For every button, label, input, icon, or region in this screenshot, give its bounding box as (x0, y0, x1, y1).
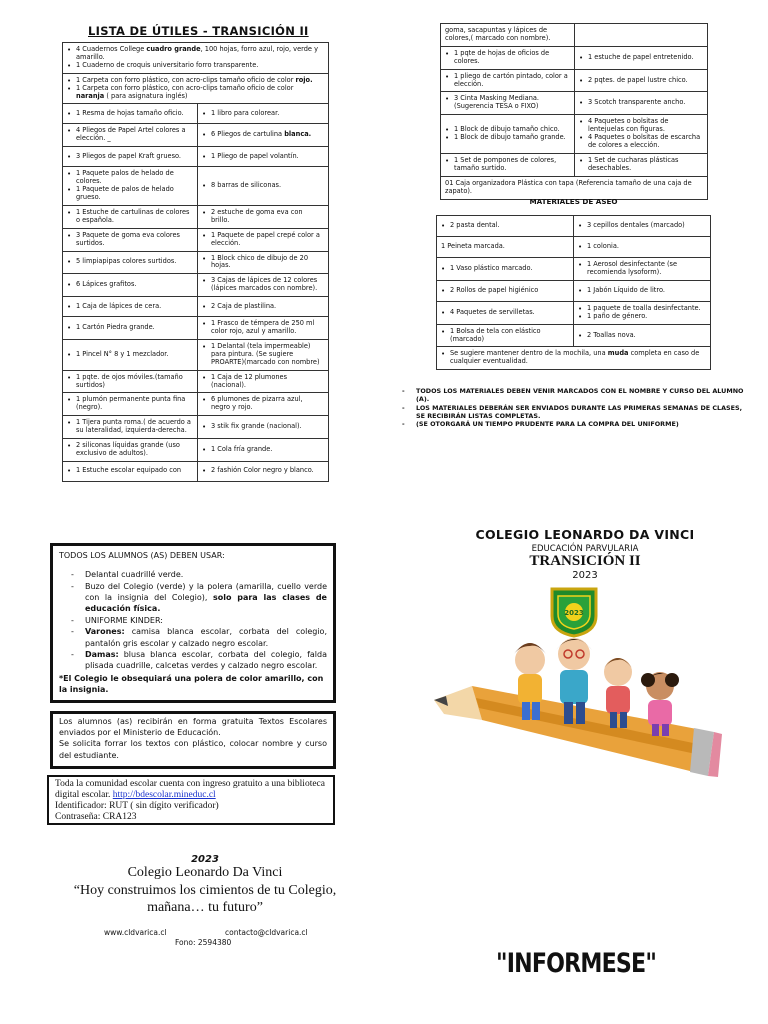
table-cell (198, 167, 329, 206)
table-cell (575, 24, 708, 47)
table-row (63, 147, 329, 167)
table-cell (63, 339, 198, 370)
left-list (62, 42, 328, 482)
table-cell (198, 370, 329, 393)
uniform-item (59, 649, 327, 672)
table-cell (441, 115, 575, 154)
list-item (578, 222, 705, 230)
uniform-footer: *El Colegio le obsequiará una polera de color amarillo, con la insignia. (59, 673, 324, 694)
list-item (67, 419, 192, 435)
list-item (441, 287, 568, 295)
footer-motto-1: “Hoy construimos los cimientos de tu Colegio, (73, 883, 337, 898)
item-text: 1 Estuche escolar equipado con (76, 466, 182, 475)
table-cell (198, 251, 329, 274)
list-item (67, 396, 192, 412)
table-cell (63, 104, 198, 124)
list-item (202, 303, 323, 311)
item-text: 3 Cinta Masking Mediana. (Sugerencia TESA o FIXO) (454, 94, 540, 111)
table-row (441, 153, 708, 176)
table-row (441, 69, 708, 92)
item-emphasis: rojo. (295, 75, 313, 84)
textos-p2: Se solicita forrar los textos con plástico, colocar nombre y curso del estudiante. (59, 739, 327, 760)
children-on-pencil-illustration (432, 628, 722, 782)
table-cell (574, 216, 711, 237)
table-cell (63, 73, 329, 104)
list-item (202, 446, 323, 454)
item-text: 1 Estuche de cartulinas de colores o española. (76, 207, 190, 224)
table-cell (63, 167, 198, 206)
item-text: 6 Pliegos de cartulina (211, 130, 285, 139)
item-text: 1 Frasco de témpera de 250 ml color rojo, azul y amarillo. (211, 319, 315, 336)
table-row (437, 258, 711, 281)
list-item (202, 110, 323, 118)
list-item (67, 170, 192, 186)
item-text: 2 pasta dental. (450, 221, 500, 230)
table-row (63, 274, 329, 297)
table-cell (198, 147, 329, 167)
list-item (578, 287, 705, 295)
item-text: , 100 hojas, forro azul, rojo, verde y amarillo. (76, 45, 318, 61)
table-row (437, 347, 711, 370)
uniform-item-emphasis: Varones: (85, 627, 125, 637)
item-text: 1 Tijera punta roma.( de acuerdo a su lateralidad, izquierda-derecha. (76, 418, 191, 435)
table-cell (574, 301, 711, 324)
table-row (441, 46, 708, 69)
table-cell (575, 46, 708, 69)
note-item: - LOS MATERIALES DEBERÁN SER ENVIADOS DURANTE LAS PRIMERAS SEMANAS DE CLASES, SE RECIBIRÁN LISTAS COMPLETAS. (402, 404, 744, 421)
item-text: 1 Caja de lápices de cera. (76, 301, 162, 310)
list-item (445, 95, 569, 111)
list-item (202, 374, 323, 390)
item-text: 2 Rollos de papel higiénico (450, 285, 539, 294)
table-row (63, 297, 329, 317)
table-cell (575, 153, 708, 176)
item-emphasis: naranja (76, 91, 105, 100)
list-item (202, 320, 323, 336)
uniform-item-text: camisa blanca escolar, corbata del colegio, pantalón gris escolar y calzado negro escolar. (85, 627, 327, 648)
table-cell (63, 370, 198, 393)
item-text: 1 Cola fría grande. (211, 445, 273, 454)
list-item (67, 324, 192, 332)
item-text: 3 stik fix grande (nacional). (211, 422, 302, 431)
cover-year: 2023 (572, 570, 598, 581)
footer-year: 2023 (191, 854, 219, 865)
table-cell (198, 205, 329, 228)
uniform-item (59, 569, 327, 580)
table-row (63, 104, 329, 124)
list-item (67, 258, 192, 266)
table-row (63, 317, 329, 340)
list-item (441, 243, 568, 251)
table-row (63, 43, 329, 74)
item-text: 6 plumones de pizarra azul, negro y rojo. (211, 395, 303, 412)
list-item (579, 157, 702, 173)
biblioteca-box (47, 775, 335, 825)
item-text: 1 Aerosol desinfectante (se recomienda lysoform). (587, 260, 678, 276)
item-emphasis: blanca. (284, 130, 312, 139)
item-text: 1 Paquete de papel crepé color a elección. (211, 230, 320, 247)
table-cell (63, 205, 198, 228)
list-item (67, 127, 192, 143)
informese-banner: "INFORMESE" (496, 948, 657, 979)
biblioteca-password: Contraseña: CRA123 (55, 811, 137, 822)
uniform-list (59, 569, 327, 671)
note-item: - (SE OTORGARÁ UN TIEMPO PRUDENTE PARA LA COMPRA DEL UNIFORME) (402, 420, 744, 428)
table-row (437, 301, 711, 324)
table-cell (441, 92, 575, 115)
item-text: ( para asignatura inglés) (104, 91, 188, 100)
item-text: 4 Paquetes o bolsitas de lentejuelas con figuras. (588, 117, 669, 134)
table-row (437, 237, 711, 258)
table-row (441, 24, 708, 47)
table-row (63, 439, 329, 462)
table-cell (437, 324, 574, 347)
item-text: 1 colonia. (587, 242, 619, 251)
table-cell (63, 43, 329, 74)
table-cell (437, 216, 574, 237)
table-cell (63, 393, 198, 416)
list-item (445, 73, 569, 89)
footer-school: Colegio Leonardo Da Vinci (127, 865, 283, 880)
item-text: 1 Caja de 12 plumones (nacional). (211, 372, 288, 389)
table-row (63, 461, 329, 481)
item-text: 2 Caja de plastilina. (211, 301, 277, 310)
textos-p1: Los alumnos (as) recibirán en forma gratuita Textos Escolares enviados por el Ministerio de Educación. (59, 717, 327, 738)
list-item (445, 134, 569, 142)
item-text: 1 paquete de toalla desinfectante. (587, 303, 701, 312)
footer-motto-2: mañana… tu futuro” (147, 900, 263, 915)
list-item (67, 281, 192, 289)
table-row (437, 324, 711, 347)
list-item (441, 222, 568, 230)
table-cell (63, 317, 198, 340)
table-row (63, 205, 329, 228)
table-cell (575, 92, 708, 115)
item-text: 1 Carpeta con forro plástico, con acro-clips tamaño oficio de color (76, 75, 296, 84)
uniform-item (59, 615, 327, 626)
list-item (445, 157, 569, 173)
biblioteca-link[interactable]: http://bdescolar.mineduc.cl (112, 789, 216, 800)
list-item (441, 309, 568, 317)
table-cell (198, 416, 329, 439)
table-cell (198, 228, 329, 251)
table-row (63, 124, 329, 147)
table-cell (437, 258, 574, 281)
list-item (202, 209, 323, 225)
table-cell (63, 147, 198, 167)
item-text: 1 Carpeta con forro plástico, con acro-clips tamaño oficio de color (76, 83, 294, 92)
table-cell (437, 237, 574, 258)
table-cell (63, 439, 198, 462)
biblioteca-text: Toda la comunidad escolar cuenta con ingreso gratuito a una biblioteca digital escolar. (55, 779, 325, 800)
list-item (67, 351, 192, 359)
table-row (63, 393, 329, 416)
table-cell (198, 297, 329, 317)
table-cell (441, 69, 575, 92)
list-item (578, 332, 705, 340)
list-item (67, 62, 323, 70)
item-text: 5 limpiapipas colores surtidos. (76, 257, 177, 266)
list-item (579, 54, 702, 62)
list-item (202, 467, 323, 475)
table-cell (574, 324, 711, 347)
table-cell (575, 69, 708, 92)
list-item (445, 27, 569, 43)
list-item (67, 303, 192, 311)
item-text: 1 Bolsa de tela con elástico (marcado) (450, 326, 541, 343)
item-text: 1 Block de dibujo tamaño grande. (454, 133, 566, 142)
item-text: 1 libro para colorear. (211, 108, 280, 117)
item-text: completa en caso de cualquier eventualidad. (450, 349, 700, 366)
table-cell (441, 24, 575, 47)
list-item (441, 328, 568, 344)
cover-level: EDUCACIÓN PARVULARIA (531, 544, 639, 554)
biblioteca-id: Identificador: RUT ( sin dígito verificador) (55, 800, 219, 811)
list-item (202, 277, 323, 293)
table-row (441, 92, 708, 115)
note-item: - TODOS LOS MATERIALES DEBEN VENIR MARCADOS CON EL NOMBRE Y CURSO DEL ALUMNO (A). (402, 387, 744, 404)
right-list-table (440, 23, 708, 200)
textos-box (50, 711, 336, 769)
table-cell (198, 317, 329, 340)
table-row (63, 370, 329, 393)
item-text: 1 pqte de hojas de oficios de colores. (454, 48, 550, 65)
uniform-box (50, 543, 336, 703)
table-cell (198, 124, 329, 147)
uniform-item-text: Delantal cuadrillé verde. (85, 570, 184, 580)
table-row (441, 176, 708, 199)
table-cell (575, 115, 708, 154)
item-text: 1 Paquete de palos de helado grueso. (76, 185, 174, 201)
table-cell (63, 251, 198, 274)
item-text: 1 Cartón Piedra grande. (76, 323, 155, 332)
list-item (202, 255, 323, 271)
table-cell (574, 280, 711, 301)
list-item (67, 232, 192, 248)
table-cell (63, 297, 198, 317)
left-list-table (62, 42, 329, 482)
uniform-item (59, 581, 327, 615)
table-row (63, 167, 329, 206)
table-cell (198, 104, 329, 124)
item-text: 2 estuche de goma eva con brillo. (211, 207, 303, 224)
item-text: 1 Block de dibujo tamaño chico. (454, 125, 560, 134)
footer-email[interactable]: contacto@cldvarica.cl (225, 928, 308, 937)
list-item (202, 396, 323, 412)
item-text: 1 Pincel N° 8 y 1 mezclador. (76, 349, 169, 358)
list-item (202, 232, 323, 248)
list-item (67, 153, 192, 161)
list-item (578, 243, 705, 251)
item-text: 4 Paquetes de servilletas. (450, 307, 535, 316)
table-cell (437, 347, 711, 370)
list-item (579, 118, 702, 134)
item-text: 1 pqte. de ojos móviles.(tamaño surtidos) (76, 372, 183, 389)
table-row (63, 228, 329, 251)
list-item (579, 77, 702, 85)
table-cell (441, 176, 708, 199)
list-item (67, 110, 192, 118)
item-emphasis: muda (607, 349, 629, 358)
item-text: 1 Vaso plástico marcado. (450, 263, 533, 272)
cover-school-name: COLEGIO LEONARDO DA VINCI (475, 527, 695, 542)
list-item (67, 209, 192, 225)
list-item (202, 153, 323, 161)
item-text: 1 Jabón Líquido de litro. (587, 285, 665, 294)
item-text: 3 Pliegos de papel Kraft grueso. (76, 151, 182, 160)
notes (402, 387, 744, 429)
item-text: 2 fashión Color negro y blanco. (211, 466, 314, 475)
item-text: 6 Lápices grafitos. (76, 280, 137, 289)
list-item (578, 313, 705, 321)
table-cell (441, 153, 575, 176)
item-text: 1 plumón permanente punta fina (negro). (76, 395, 186, 412)
item-text: 1 Resma de hojas tamaño oficio. (76, 108, 184, 117)
list-item (67, 442, 192, 458)
uniform-item-text: Buzo del Colegio (verde) y la polera (amarilla, cuello verde con la insignia del Colegio), (85, 581, 327, 603)
item-emphasis: cuadro grande (146, 45, 201, 53)
table-cell (63, 416, 198, 439)
table-cell (437, 280, 574, 301)
item-text: 1 pliego de cartón pintado, color a elección. (454, 71, 568, 88)
item-text: 1 Paquete palos de helado de colores. (76, 169, 174, 186)
table-cell (198, 339, 329, 370)
item-text: 2 pqtes. de papel lustre chico. (588, 75, 688, 84)
item-text: 4 Paquetes o bolsitas de escarcha de colores a elección. (588, 133, 701, 149)
table-cell (441, 46, 575, 69)
table-row (63, 416, 329, 439)
list-item (202, 182, 323, 190)
cover-grade: TRANSICIÓN II (529, 553, 641, 569)
item-text: 1 Block chico de dibujo de 20 hojas. (211, 253, 309, 270)
table-row (63, 339, 329, 370)
aseo-list (436, 215, 710, 370)
table-row (63, 73, 329, 104)
item-text: 2 siliconas líquidas grande (uso exclusivo de adultos). (76, 441, 180, 457)
list-item (67, 186, 192, 202)
item-text: 1 Set de pompones de colores, tamaño surtido. (454, 155, 557, 172)
footer-website[interactable]: www.cldvarica.cl (104, 928, 167, 937)
table-cell (63, 274, 198, 297)
item-text: 3 cepillos dentales (marcado) (587, 221, 685, 230)
item-text: 1 Peineta marcada. (441, 242, 505, 251)
item-text: 1 Pliego de papel volantín. (211, 151, 299, 160)
item-text: 3 Cajas de lápices de 12 colores (lápices marcados con nombre). (211, 276, 318, 293)
list-item (67, 46, 323, 62)
item-text: 8 barras de siliconas. (211, 181, 282, 190)
list-item (202, 131, 323, 139)
item-text: 1 Cuaderno de croquis universitario forro transparente. (76, 60, 259, 69)
uniform-heading: TODOS LOS ALUMNOS (AS) DEBEN USAR: (59, 551, 225, 560)
list-title: LISTA DE ÚTILES - TRANSICIÓN II (88, 24, 309, 38)
item-text: 1 Delantal (tela impermeable) para pintura. (Se sugiere PROARTE)(marcado con nombre) (211, 341, 320, 366)
table-cell (63, 461, 198, 481)
table-cell (63, 228, 198, 251)
list-item (202, 423, 323, 431)
item-text: goma, sacapuntas y lápices de colores,( marcado con nombre). (445, 26, 551, 42)
item-text: 4 Pliegos de Papel Artel colores a elección. _ (76, 126, 186, 143)
aseo-table (436, 215, 711, 370)
list-item (445, 180, 702, 196)
item-text: 01 Caja organizadora Plástica con tapa (Referencia tamaño de una caja de zapato). (445, 178, 692, 195)
table-row (63, 251, 329, 274)
item-text: 4 Cuadernos College (76, 45, 147, 53)
table-cell (574, 258, 711, 281)
footer-phone: Fono: 2594380 (175, 938, 232, 947)
list-item (445, 50, 569, 66)
list-item (579, 134, 702, 150)
item-text: 3 Scotch transparente ancho. (588, 98, 686, 107)
list-item (578, 261, 705, 277)
table-cell (198, 274, 329, 297)
item-text: 1 estuche de papel entretenido. (588, 52, 694, 61)
table-row (441, 115, 708, 154)
right-list (440, 23, 707, 200)
table-cell (198, 393, 329, 416)
list-item (202, 343, 323, 367)
list-item (67, 374, 192, 390)
uniform-item (59, 626, 327, 649)
item-text: 1 Set de cucharas plásticas desechables. (588, 155, 679, 172)
item-text: 2 Toallas nova. (587, 330, 636, 339)
item-text: 1 paño de género. (587, 311, 648, 320)
list-item (67, 467, 192, 475)
table-cell (198, 461, 329, 481)
uniform-item-text: blusa blanca escolar, corbata del colegio, falda plisada cuadrille, calcetas verdes y calzado negro escolar. (85, 649, 327, 671)
table-cell (198, 439, 329, 462)
table-row (437, 216, 711, 237)
table-cell (437, 301, 574, 324)
list-item (441, 350, 705, 366)
list-item (441, 265, 568, 273)
table-cell (63, 124, 198, 147)
item-text: Se sugiere mantener dentro de la mochila, una (450, 349, 608, 358)
list-item (579, 99, 702, 107)
uniform-item-text: UNIFORME KINDER: (85, 615, 163, 625)
aseo-title: MATERIALES DE ASEO (529, 197, 618, 206)
table-cell (574, 237, 711, 258)
uniform-item-emphasis: solo para las clases de educación física. (85, 593, 327, 614)
crest-year: 2023 (564, 609, 584, 617)
list-item (67, 85, 323, 101)
table-row (437, 280, 711, 301)
uniform-item-emphasis: Damas: (85, 649, 119, 659)
item-text: 3 Paquete de goma eva colores surtidos. (76, 230, 180, 247)
